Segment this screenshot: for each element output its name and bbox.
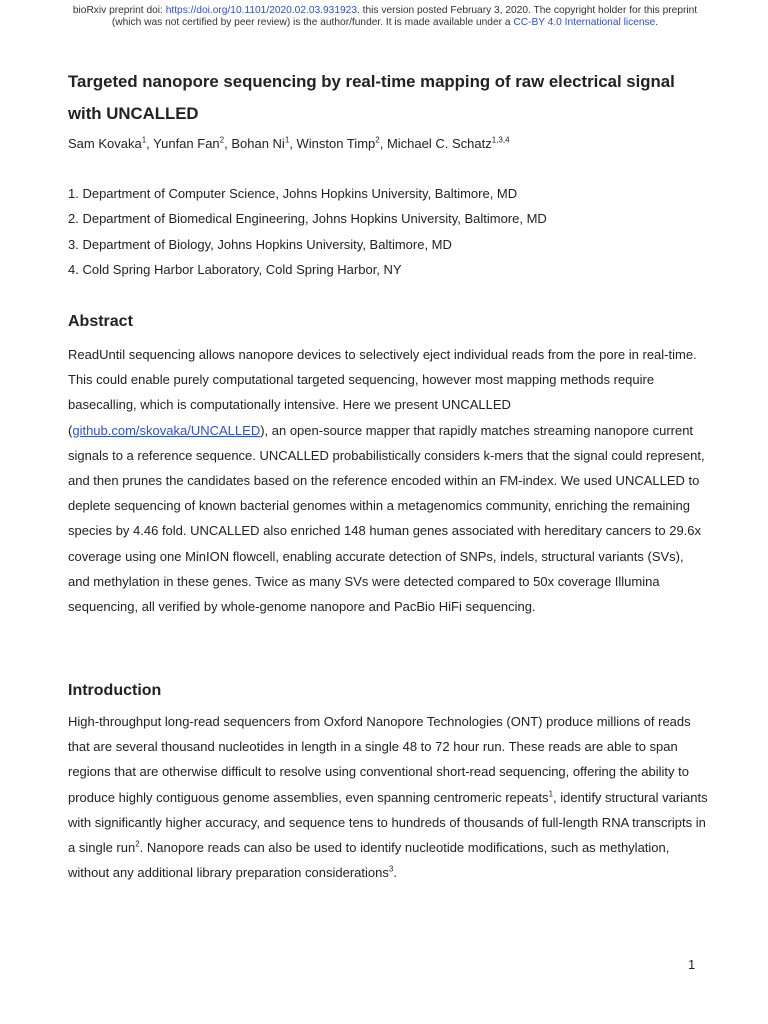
- citation: 2: [135, 839, 140, 849]
- author: Bohan Ni$^1$,: [231, 135, 297, 151]
- introduction-text: High-throughput long-read sequencers from Oxford Nanopore Technologies (ONT) produce millions of reads that are several thousand nucleotides in length in a single 48 to 72 hour run. These reads are able to span regions that are otherwise difficult to resolve using conventional short-read sequencing, offering the ability to produce highly contiguous genome assemblies, even spanning centromeric repeats$^1$, identify structural variants with significantly higher accuracy, and sequence tens to hundreds of thousands of full-length RNA transcripts in a single run$^2$. Nanopore reads can also be used to identify nucleotide modifications, such as methylation, without any additional library preparation considerations$^3$.: [68, 714, 708, 881]
- affiliation-list: [68, 184, 547, 285]
- citation: 3: [388, 864, 394, 874]
- introduction-heading: Introduction: [68, 682, 162, 699]
- license-link[interactable]: CC-BY 4.0 International license: [513, 17, 656, 28]
- preprint-line-1: [40, 5, 730, 17]
- affiliation: 3. Department of Biology, Johns Hopkins University, Baltimore, MD: [68, 236, 452, 252]
- affiliation: 1. Department of Computer Science, Johns Hopkins University, Baltimore, MD: [68, 186, 518, 201]
- preprint-license-text: (which was not certified by peer review) is the author/funder. It is made available under a: [111, 17, 514, 28]
- author-list: [68, 136, 510, 152]
- preprint-status: . this version posted February 3, 2020. The copyright holder for this preprint: [357, 5, 698, 16]
- citation: 1: [548, 789, 554, 799]
- author: Sam Kovaka$^1$,: [68, 135, 154, 151]
- paper-title: Targeted nanopore sequencing by real-time mapping of raw electrical signal with UNCALLED: [68, 72, 675, 123]
- affiliation: 2. Department of Biomedical Engineering, Johns Hopkins University, Baltimore, MD: [68, 211, 547, 227]
- github-link[interactable]: github.com/skovaka/UNCALLED: [72, 422, 261, 438]
- page-number: 1: [688, 957, 696, 972]
- author: Michael C. Schatz$^{1,3,4}$: [386, 135, 510, 151]
- abstract-text: ReadUntil sequencing allows nanopore devices to selectively eject individual reads from the pore in real-time. This could enable purely computational targeted sequencing, however most mapping methods require basecalling, which is computationally intensive. Here we present UNCALLED (github.com/skovaka/UNCALLED), an open-source mapper that rapidly matches streaming nanopore current signals to a reference sequence. UNCALLED probabilistically considers k-mers that the signal could represent, and then prunes the candidates based on the reference encoded within an FM-index. We used UNCALLED to deplete sequencing of known bacterial genomes within a metagenomics community, enriching the remaining species by 4.46 fold. UNCALLED also enriched 148 human genes associated with hereditary cancers to 29.6x coverage using one MinION flowcell, enabling accurate detection of SNPs, indels, structural variants (SVs), and methylation in these genes. Twice as many SVs were detected compared to 50x coverage Illumina sequencing, all verified by whole-genome nanopore and PacBio HiFi sequencing.: [68, 347, 705, 615]
- author: Winston Timp$^2$,: [296, 135, 387, 151]
- author: Yunfan Fan$^2$,: [153, 135, 232, 151]
- preprint-prefix: bioRxiv preprint doi:: [72, 5, 166, 16]
- preprint-line-2: [40, 17, 730, 29]
- doi-link[interactable]: https://doi.org/10.1101/2020.02.03.931923: [165, 5, 357, 16]
- affiliation: 4. Cold Spring Harbor Laboratory, Cold Spring Harbor, NY: [68, 261, 402, 277]
- preprint-end: .: [655, 17, 659, 28]
- preprint-notice: [40, 5, 730, 29]
- abstract-heading: Abstract: [68, 313, 133, 330]
